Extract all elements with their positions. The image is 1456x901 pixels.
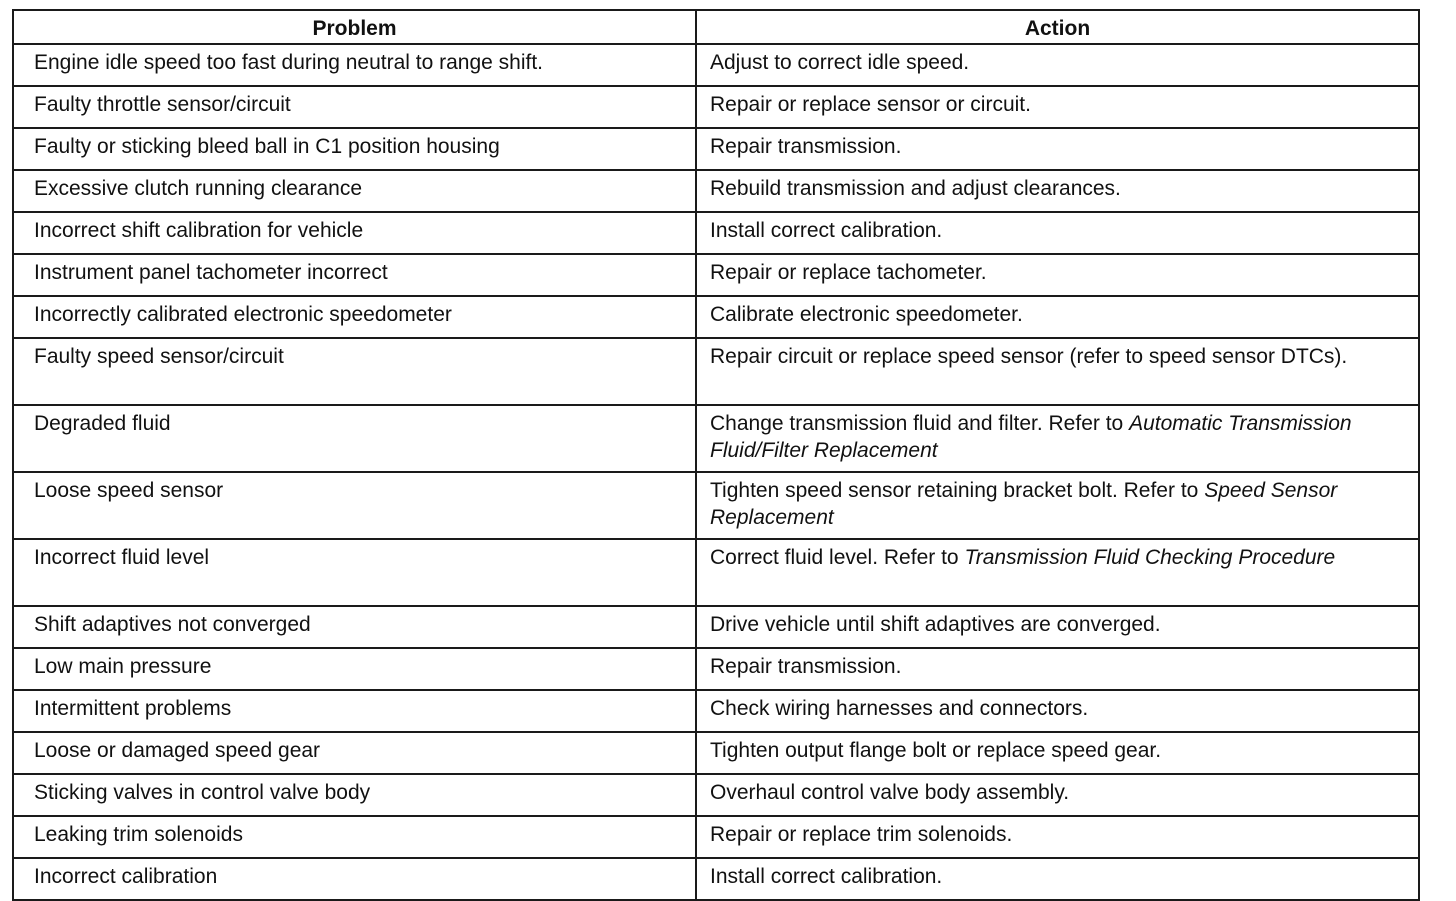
problem-cell: Shift adaptives not converged bbox=[13, 606, 696, 648]
action-cell bbox=[696, 539, 1419, 606]
table-row bbox=[13, 690, 1419, 732]
table-row bbox=[13, 539, 1419, 606]
problem-cell: Instrument panel tachometer incorrect bbox=[13, 254, 696, 296]
procedure-reference: Speed Sensor Replacement bbox=[710, 479, 1338, 529]
action-cell: Rebuild transmission and adjust clearances. bbox=[696, 170, 1419, 212]
action-column-header: Action bbox=[696, 10, 1419, 44]
action-cell: Repair or replace tachometer. bbox=[696, 254, 1419, 296]
problem-cell: Incorrect fluid level bbox=[13, 539, 696, 606]
action-cell: Repair circuit or replace speed sensor (refer to speed sensor DTCs). bbox=[696, 338, 1419, 405]
action-cell: Repair transmission. bbox=[696, 128, 1419, 170]
problem-cell: Incorrect shift calibration for vehicle bbox=[13, 212, 696, 254]
table-row bbox=[13, 86, 1419, 128]
problem-cell: Sticking valves in control valve body bbox=[13, 774, 696, 816]
table-row bbox=[13, 128, 1419, 170]
action-cell: Repair or replace sensor or circuit. bbox=[696, 86, 1419, 128]
action-cell: Drive vehicle until shift adaptives are converged. bbox=[696, 606, 1419, 648]
problem-cell: Incorrectly calibrated electronic speedometer bbox=[13, 296, 696, 338]
header-row bbox=[13, 10, 1419, 44]
table-row bbox=[13, 816, 1419, 858]
problem-cell: Engine idle speed too fast during neutral to range shift. bbox=[13, 44, 696, 86]
table-row bbox=[13, 774, 1419, 816]
action-cell: Install correct calibration. bbox=[696, 212, 1419, 254]
table-row bbox=[13, 606, 1419, 648]
action-cell: Install correct calibration. bbox=[696, 858, 1419, 900]
action-text: Change transmission fluid and filter. Refer to bbox=[710, 412, 1124, 435]
procedure-reference: Automatic Transmission Fluid/Filter Replacement bbox=[710, 412, 1352, 462]
problem-cell: Faulty or sticking bleed ball in C1 position housing bbox=[13, 128, 696, 170]
problem-cell: Faulty speed sensor/circuit bbox=[13, 338, 696, 405]
action-text: Tighten speed sensor retaining bracket bolt. Refer to bbox=[710, 479, 1199, 502]
table-row bbox=[13, 212, 1419, 254]
action-cell: Overhaul control valve body assembly. bbox=[696, 774, 1419, 816]
problem-column-header: Problem bbox=[13, 10, 696, 44]
table-row bbox=[13, 648, 1419, 690]
table-row bbox=[13, 338, 1419, 405]
action-cell: Repair or replace trim solenoids. bbox=[696, 816, 1419, 858]
table-row bbox=[13, 44, 1419, 86]
problem-cell: Degraded fluid bbox=[13, 405, 696, 472]
problem-cell: Leaking trim solenoids bbox=[13, 816, 696, 858]
action-cell: Adjust to correct idle speed. bbox=[696, 44, 1419, 86]
table-row bbox=[13, 732, 1419, 774]
table-header bbox=[13, 10, 1419, 44]
problem-cell: Loose speed sensor bbox=[13, 472, 696, 539]
problem-cell: Incorrect calibration bbox=[13, 858, 696, 900]
problem-cell: Low main pressure bbox=[13, 648, 696, 690]
action-cell bbox=[696, 405, 1419, 472]
action-text: Correct fluid level. Refer to bbox=[710, 546, 959, 569]
troubleshooting-table bbox=[12, 9, 1420, 901]
table-row bbox=[13, 170, 1419, 212]
table-row bbox=[13, 405, 1419, 472]
table-row bbox=[13, 254, 1419, 296]
problem-cell: Intermittent problems bbox=[13, 690, 696, 732]
problem-cell: Loose or damaged speed gear bbox=[13, 732, 696, 774]
action-cell: Tighten output flange bolt or replace speed gear. bbox=[696, 732, 1419, 774]
action-cell: Check wiring harnesses and connectors. bbox=[696, 690, 1419, 732]
action-cell: Calibrate electronic speedometer. bbox=[696, 296, 1419, 338]
action-cell bbox=[696, 472, 1419, 539]
action-cell: Repair transmission. bbox=[696, 648, 1419, 690]
table-row bbox=[13, 472, 1419, 539]
procedure-reference: Transmission Fluid Checking Procedure bbox=[964, 546, 1336, 569]
problem-cell: Excessive clutch running clearance bbox=[13, 170, 696, 212]
table-row bbox=[13, 858, 1419, 900]
problem-cell: Faulty throttle sensor/circuit bbox=[13, 86, 696, 128]
table-body bbox=[13, 44, 1419, 900]
table-row bbox=[13, 296, 1419, 338]
